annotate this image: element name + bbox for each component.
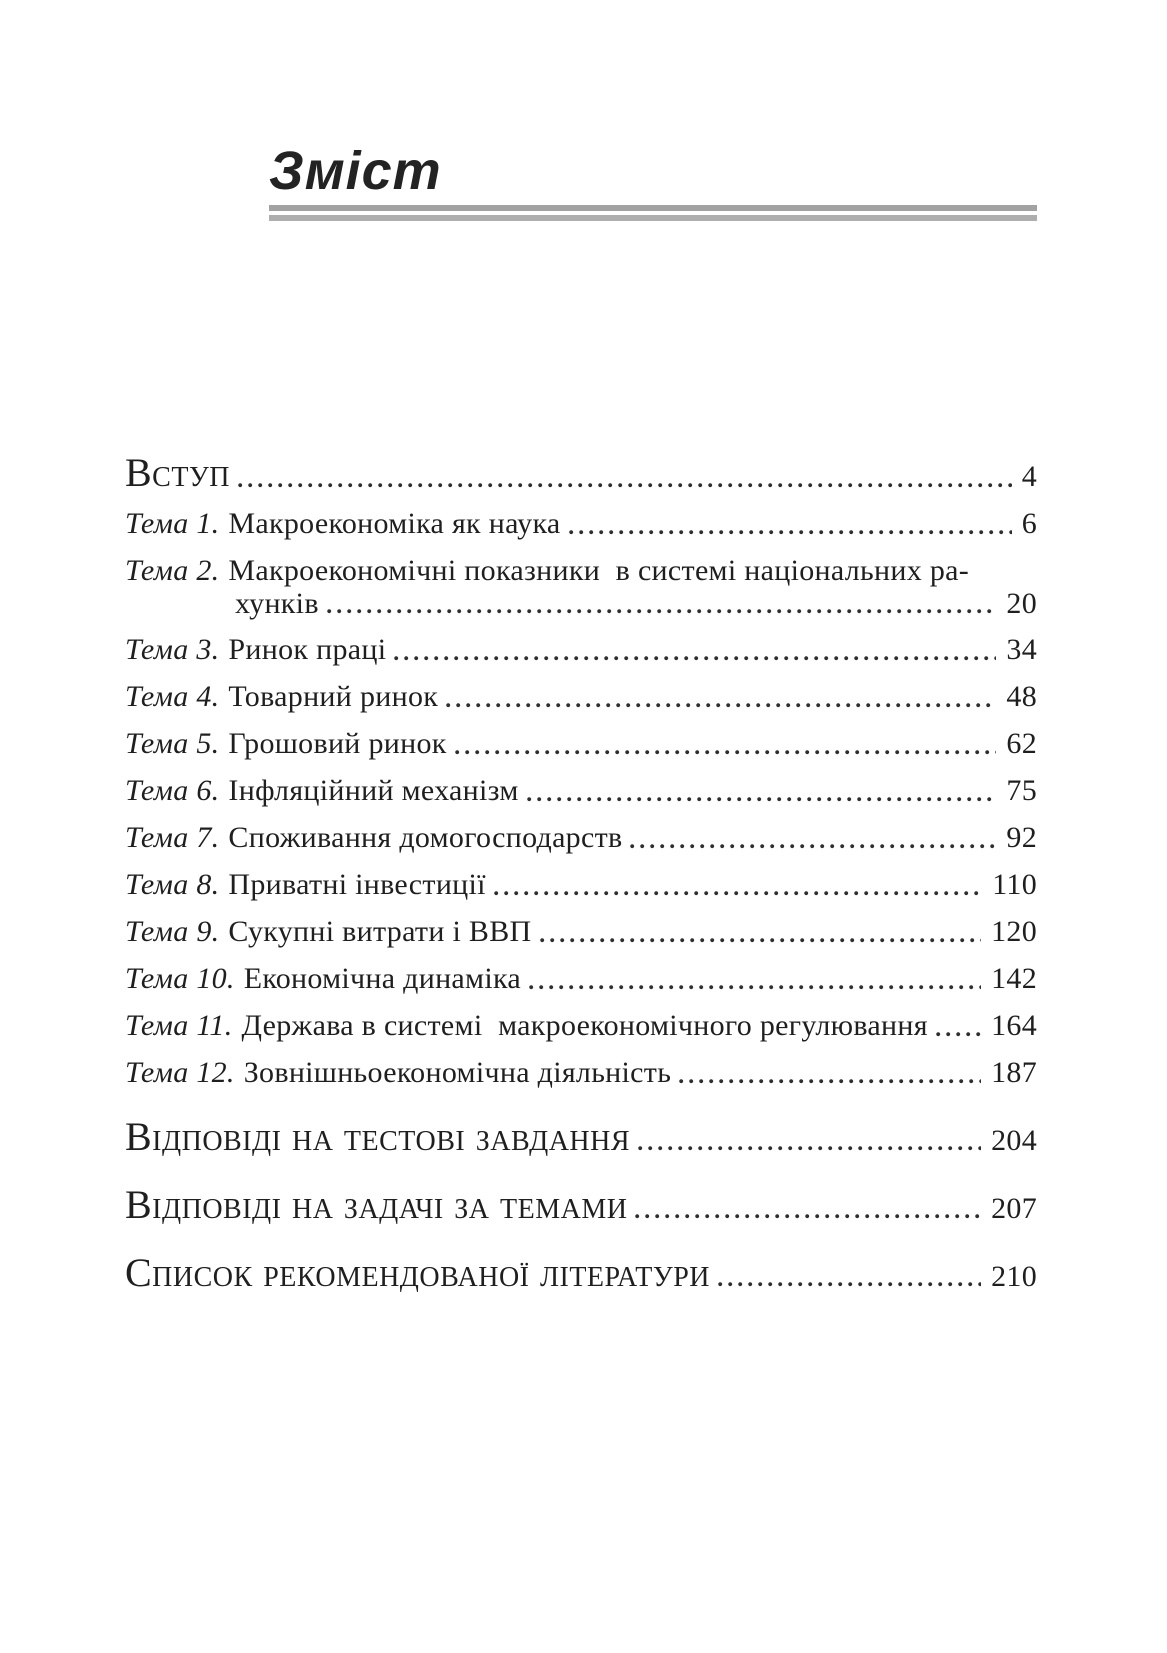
dot-leader <box>540 938 982 943</box>
dot-leader <box>494 891 982 896</box>
toc-entry-spysok-literatury <box>125 1252 1037 1294</box>
entry-page-number: 20 <box>1006 587 1037 620</box>
entry-page-number: 187 <box>991 1056 1037 1089</box>
dot-leader <box>238 483 1012 488</box>
toc-entry-tema-6 <box>125 774 1037 808</box>
dot-leader <box>527 797 997 802</box>
toc-entry-vstup <box>125 452 1037 494</box>
entry-title: Ринок праці <box>228 633 387 666</box>
entry-title: Економічна динаміка <box>243 962 522 995</box>
title-rule-top <box>269 205 1037 211</box>
dot-leader <box>446 703 996 708</box>
entry-title: Інфляційний механізм <box>228 774 519 807</box>
entry-page-number: 120 <box>991 915 1037 948</box>
entry-prefix: Тема 5. <box>125 727 220 760</box>
entry-prefix: Тема 10. <box>125 962 235 995</box>
toc-entry-tema-12 <box>125 1056 1037 1090</box>
entry-prefix: Тема 11. <box>125 1009 233 1042</box>
toc-entry-tema-7 <box>125 821 1037 855</box>
entry-title: Сукупні витрати і ВВП <box>228 915 532 948</box>
entry-prefix: Тема 3. <box>125 633 220 666</box>
entry-prefix: Тема 6. <box>125 774 220 807</box>
entry-title: Грошовий ринок <box>228 727 447 760</box>
entry-title: Приватні інвестиції <box>228 868 486 901</box>
dot-leader <box>936 1032 981 1037</box>
entry-title: Макроекономіка як наука <box>228 507 561 540</box>
entry-page-number: 48 <box>1006 680 1037 713</box>
toc-entry-tema-1 <box>125 507 1037 541</box>
entry-title: Держава в системі макроекономічного регулювання <box>241 1009 928 1042</box>
entry-prefix: Тема 12. <box>125 1056 235 1089</box>
entry-page-number: 62 <box>1006 727 1037 760</box>
dot-leader <box>455 750 997 755</box>
entry-page-number: 75 <box>1006 774 1037 807</box>
toc-entry-tema-5 <box>125 727 1037 761</box>
entry-title: Макроекономічні показники в системі національних ра- <box>228 554 970 587</box>
entry-prefix: Тема 4. <box>125 680 220 713</box>
entry-page-number: 142 <box>991 962 1037 995</box>
entry-page-number: 4 <box>1021 460 1037 493</box>
entry-prefix: Тема 2. <box>125 554 220 587</box>
toc-entry-vidpovidi-zadachi <box>125 1184 1037 1226</box>
title-block <box>269 142 1037 221</box>
toc-entry-tema-11 <box>125 1009 1037 1043</box>
toc-list <box>125 452 1037 1307</box>
entry-title: Відповіді на тестові завдання <box>125 1114 631 1159</box>
entry-page-number: 164 <box>991 1009 1037 1042</box>
toc-entry-tema-9 <box>125 915 1037 949</box>
dot-leader <box>679 1079 981 1084</box>
entry-prefix: Тема 7. <box>125 821 220 854</box>
toc-entry-vidpovidi-testovi <box>125 1116 1037 1158</box>
entry-title: Споживання домогосподарств <box>228 821 623 854</box>
entry-page-number: 207 <box>991 1192 1037 1225</box>
entry-page-number: 92 <box>1006 821 1037 854</box>
toc-entry-tema-10 <box>125 962 1037 996</box>
dot-leader <box>630 844 996 849</box>
dot-leader <box>635 1214 981 1219</box>
dot-leader <box>327 609 997 614</box>
entry-prefix: Тема 8. <box>125 868 220 901</box>
toc-entry-tema-2 <box>125 554 1037 620</box>
toc-entry-tema-8 <box>125 868 1037 902</box>
entry-prefix: Тема 9. <box>125 915 220 948</box>
title-rule-bottom <box>269 215 1037 221</box>
dot-leader <box>529 985 981 990</box>
toc-entry-tema-3 <box>125 633 1037 667</box>
entry-page-number: 34 <box>1006 633 1037 666</box>
entry-title: Зовнішньоекономічна діяльність <box>243 1056 672 1089</box>
entry-title: Товарний ринок <box>228 680 439 713</box>
dot-leader <box>638 1146 981 1151</box>
dot-leader <box>718 1282 981 1287</box>
entry-title: Відповіді на задачі за темами <box>125 1182 628 1227</box>
entry-prefix: Тема 1. <box>125 507 220 540</box>
entry-page-number: 204 <box>991 1124 1037 1157</box>
entry-title-continuation: хунків <box>235 587 319 620</box>
dot-leader <box>394 656 996 661</box>
entry-page-number: 6 <box>1021 507 1037 540</box>
page-title: Зміст <box>269 141 442 201</box>
entry-title: Вступ <box>125 450 231 495</box>
entry-title: Список рекомендованої літератури <box>125 1250 710 1295</box>
toc-entry-tema-4 <box>125 680 1037 714</box>
dot-leader <box>569 530 1012 535</box>
entry-page-number: 210 <box>991 1260 1037 1293</box>
entry-page-number: 110 <box>992 868 1037 901</box>
